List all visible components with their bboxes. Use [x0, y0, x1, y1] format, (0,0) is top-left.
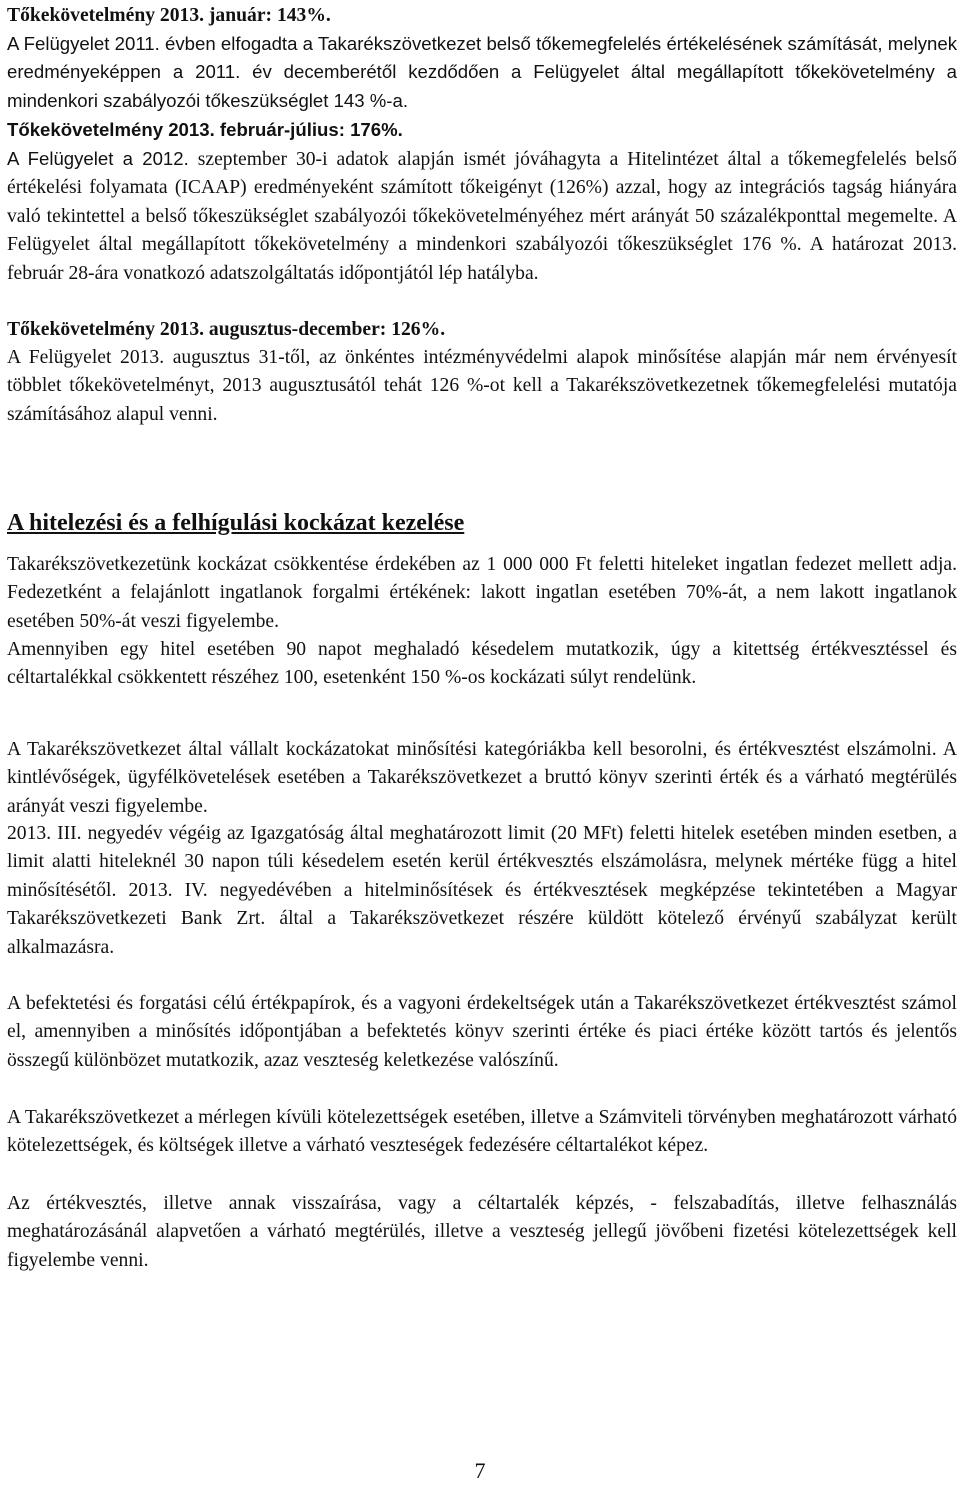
- paragraph-reversal: Az értékvesztés, illetve annak visszaírása, vagy a céltartalék képzés, - felszabadítás, illetve felhasználás meghatározásánál alapvetően a várható megtérülés, illetve a veszteség jellegű jövőbeni fizetési kötelezettségek kell figyelembe venni.: [7, 1193, 957, 1271]
- heading-capital-requirement-february-july: Tőkekövetelmény 2013. február-július: 176%.: [7, 119, 403, 140]
- paragraph-icaap-2012-lead: A Felügyelet a 2012.: [7, 148, 189, 169]
- paragraph-provisions: A Takarékszövetkezet a mérlegen kívüli kötelezettségek esetében, illetve a Számviteli törvényben meghatározott várható kötelezettségek, és költségek illetve a várható veszteségek fedezésére céltartalékot képez.: [7, 1107, 957, 1157]
- paragraph-collateral: Takarékszövetkezetünk kockázat csökkentése érdekében az 1 000 000 Ft feletti hiteleket ingatlan fedezet mellett adja. Fedezetként a felajánlott ingatlanok forgalmi értékének: lakott ingatlan esetében 70%-át, a nem lakott ingatlanok esetében 50%-át veszi figyelembe.: [7, 554, 957, 632]
- paragraph-risk-weight: Amennyiben egy hitel esetében 90 napot meghaladó késedelem mutatkozik, úgy a kitettség értékvesztéssel és céltartalékkal csökkentett részéhez 100, esetenként 150 %-os kockázati súlyt rendelünk.: [7, 639, 957, 689]
- paragraph-icaap-2012: [7, 145, 957, 288]
- paragraph-impairment-limit: 2013. III. negyedév végéig az Igazgatóság által meghatározott limit (20 MFt) feletti hitelek esetében minden esetben, a limit alatti hiteleknél 30 napon túli késedelem esetén kerül értékvesztés elszámolásra, melynek mértéke függ a hitel minősítésétől. 2013. IV. negyedévében a hitelminősítések és értékvesztések megképzése tekintetében a Magyar Takarékszövetkezeti Bank Zrt. által a Takarékszövetkezet részére küldött kötelező érvényű szabályzat került alkalmazásra.: [7, 823, 957, 958]
- paragraph-classification: A Takarékszövetkezet által vállalt kockázatokat minősítési kategóriákba kell besorolni, és értékvesztést elszámolni. A kintlévőségek, ügyfélkövetelések esetében a Takarékszövetkezet a bruttó könyv szerinti érték és a várható megtérülés arányát veszi figyelembe.: [7, 739, 957, 817]
- paragraph-requirement-2013-august: A Felügyelet 2013. augusztus 31-től, az önkéntes intézményvédelmi alapok minősítése alapján már nem érvényesít többlet tőkekövetelményt, 2013 augusztusától tehát 126 %-ot kell a Takarékszövetkezetnek tőkemegfelelési mutatója számításához alapul venni.: [7, 347, 957, 425]
- section-title-credit-risk: A hitelezési és a felhígulási kockázat kezelése: [7, 510, 465, 536]
- heading-capital-requirement-january: Tőkekövetelmény 2013. január: 143%.: [7, 5, 331, 26]
- paragraph-securities: A befektetési és forgatási célú értékpapírok, és a vagyoni érdekeltségek után a Takarékszövetkezet értékvesztést számol el, amennyiben a minősítés időpontjában a befektetés könyv szerinti értéke és piaci értéke között tartós és jelentős összegű különbözet mutatkozik, azaz veszteség keletkezése valószínű.: [7, 993, 957, 1071]
- page-number: 7: [474, 1458, 486, 1483]
- paragraph-icaap-2011: A Felügyelet 2011. évben elfogadta a Takarékszövetkezet belső tőkemegfelelés értékelésének számítását, melynek eredményeképpen a 2011. év decemberétől kezdődően a Felügyelet által megállapított tőkekövetelmény a mindenkori szabályozói tőkeszükséglet 143 %-a.: [7, 33, 957, 111]
- paragraph-icaap-2012-body: szeptember 30-i adatok alapján ismét jóváhagyta a Hitelintézet által a tőkemegfelelés belső értékelési folyamata (ICAAP) eredményeként számított tőkeigényt (126%) azzal, hogy az integrációs tagság hiányára való tekintettel a belső tőkeszükséglet szabályozói tőkekövetelményéhez mért arányát 50 százalékponttal megemelte. A Felügyelet által megállapított tőkekövetelmény a mindenkori szabályozói tőkeszükséglet 176 %. A határozat 2013. február 28-ára vonatkozó adatszolgáltatás időpontjától lép hatályba.: [7, 149, 957, 284]
- heading-capital-requirement-august-december: Tőkekövetelmény 2013. augusztus-december: 126%.: [7, 319, 446, 340]
